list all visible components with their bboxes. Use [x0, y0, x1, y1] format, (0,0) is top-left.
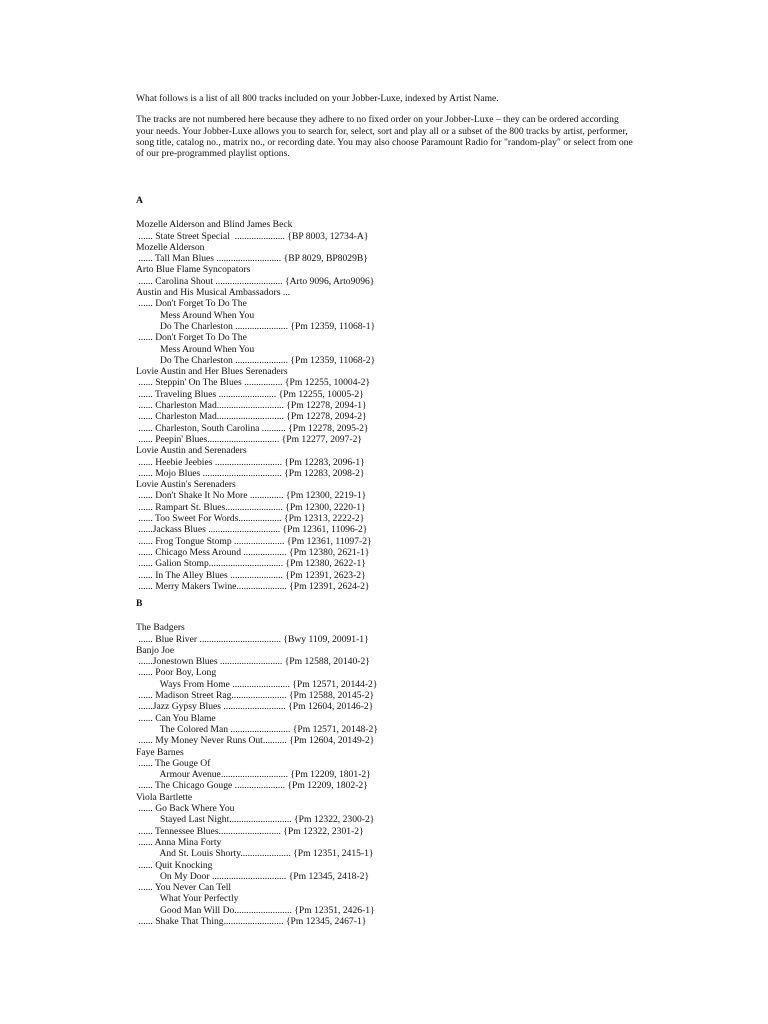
list-line: ...... Too Sweet For Words.................. {Pm 12313, 2222-2}	[136, 513, 365, 525]
intro-text	[136, 93, 636, 159]
list-line: Do The Charleston ...................... {Pm 12359, 11068-1}	[136, 320, 376, 332]
list-line: ...... My Money Never Runs Out.......... {Pm 12604, 20149-2}	[136, 735, 375, 747]
list-line: ...... Blue River .................................. {Bwy 1109, 20091-1}	[136, 633, 369, 645]
list-line: ...... Go Back Where You	[136, 803, 235, 815]
intro-paragraph-1: What follows is a list of all 800 tracks included on your Jobber-Luxe, indexed by Artist Name.	[136, 93, 499, 104]
list-line: ...... Charleston, South Carolina .......... {Pm 12278, 2095-2}	[136, 422, 369, 434]
list-line: ...... The Gouge Of	[136, 757, 211, 769]
list-line: ......Jackass Blues .............................. {Pm 12361, 11096-2}	[136, 524, 368, 536]
list-line: The Colored Man ......................... {Pm 12571, 20148-2}	[136, 723, 378, 735]
list-line: Armour Avenue............................ {Pm 12209, 1801-2}	[136, 769, 371, 781]
list-line: ...... Tall Man Blues ........................... {BP 8029, BP8029B}	[136, 253, 368, 265]
section-b	[136, 598, 436, 927]
list-line: Mozelle Alderson and Blind James Beck	[136, 219, 293, 231]
list-line: ...... Peepin' Blues.............................. {Pm 12277, 2097-2}	[136, 433, 362, 445]
list-line: ...... Charleston Mad............................ {Pm 12278, 2094-1}	[136, 400, 367, 412]
list-line: ...... Anna Mina Forty	[136, 836, 222, 848]
list-line: ......Jazz Gypsy Blues .......................... {Pm 12604, 20146-2}	[136, 701, 374, 713]
list-line: Ways From Home ........................ {Pm 12571, 20144-2}	[136, 678, 378, 690]
list-line: ...... Galion Stomp............................... {Pm 12380, 2622-1}	[136, 558, 366, 570]
list-line: ...... Poor Boy, Long	[136, 667, 217, 679]
list-line: Stayed Last Night.......................... {Pm 12322, 2300-2}	[136, 814, 375, 826]
list-line: ...... The Chicago Gouge ..................... {Pm 12209, 1802-2}	[136, 780, 368, 792]
list-line: ...... Shake That Thing......................... {Pm 12345, 2467-1}	[136, 916, 367, 928]
list-line: Lovie Austin's Serenaders	[136, 479, 236, 491]
list-line: ...... Don't Shake It No More .............. {Pm 12300, 2219-1}	[136, 490, 367, 502]
list-line: ...... Chicago Mess Around .................. {Pm 12380, 2621-1}	[136, 546, 370, 558]
list-line: Do The Charleston ...................... {Pm 12359, 11068-2}	[136, 354, 376, 366]
section-a	[136, 195, 436, 592]
list-line: Austin and His Musical Ambassadors ...	[136, 287, 291, 299]
list-line: ...... Quit Knocking	[136, 859, 213, 871]
list-line: Banjo Joe	[136, 644, 175, 656]
list-line: What Your Perfectly	[136, 893, 239, 905]
list-line: ...... Can You Blame	[136, 712, 216, 724]
list-line: ...... Don't Forget To Do The	[136, 332, 247, 344]
list-line: ...... Traveling Blues ........................ {Pm 12255, 10005-2}	[136, 388, 364, 400]
list-line: ...... You Never Can Tell	[136, 882, 232, 894]
list-line: Good Man Will Do........................ {Pm 12351, 2426-1}	[136, 904, 375, 916]
list-line: Lovie Austin and Her Blues Serenaders	[136, 366, 288, 378]
list-line: Mozelle Alderson	[136, 241, 205, 253]
list-line: ...... Don't Forget To Do The	[136, 298, 247, 310]
list-line: Mess Around When You	[136, 343, 255, 355]
list-line: ...... Heebie Jeebies ............................ {Pm 12283, 2096-1}	[136, 456, 365, 468]
list-line: ...... Frog Tongue Stomp ..................... {Pm 12361, 11097-2}	[136, 535, 372, 547]
list-line: ...... Charleston Mad............................ {Pm 12278, 2094-2}	[136, 411, 367, 423]
list-line: ......Jonestown Blues .......................... {Pm 12588, 20140-2}	[136, 656, 370, 668]
list-line: The Badgers	[136, 622, 185, 634]
list-line: ...... State Street Special ..................... {BP 8003, 12734-A}	[136, 230, 369, 242]
list-line: Arto Blue Flame Syncopators	[136, 264, 251, 276]
section-letter: A	[136, 195, 143, 206]
list-line: ...... Tennessee Blues.......................... {Pm 12322, 2301-2}	[136, 825, 364, 837]
list-line: Viola Bartlette	[136, 791, 193, 803]
list-line: ...... Mojo Blues ................................. {Pm 12283, 2098-2}	[136, 467, 365, 479]
list-line: ...... Steppin' On The Blues ................ {Pm 12255, 10004-2}	[136, 377, 371, 389]
section-letter: B	[136, 598, 143, 609]
list-line: ...... Merry Makers Twine..................... {Pm 12391, 2624-2}	[136, 580, 370, 592]
list-line: Lovie Austin and Serenaders	[136, 445, 247, 457]
list-line: ...... Madison Street Rag....................... {Pm 12588, 20145-2}	[136, 690, 375, 702]
list-line: Faye Barnes	[136, 746, 184, 758]
list-line: ...... In The Alley Blues ...................... {Pm 12391, 2623-2}	[136, 569, 366, 581]
list-line: On My Door ............................... {Pm 12345, 2418-2}	[136, 870, 370, 882]
intro-paragraph-2: The tracks are not numbered here because they adhere to no fixed order on your Jobber-Luxe – they can be ordered according your needs. Your Jobber-Luxe allows you to search for, select, sort and play all or a subset of the 800 tracks by artist, performer, song title, catalog no., matrix no., or recording date. You may also choose Paramount Radio for "random-play" or select from one of our pre-programmed playlist options.	[136, 114, 633, 160]
list-line: And St. Louis Shorty..................... {Pm 12351, 2415-1}	[136, 848, 374, 860]
list-line: Mess Around When You	[136, 309, 255, 321]
list-line: ...... Rampart St. Blues........................ {Pm 12300, 2220-1}	[136, 501, 366, 513]
list-line: ...... Carolina Shout ............................ {Arto 9096, Arto9096}	[136, 275, 375, 287]
